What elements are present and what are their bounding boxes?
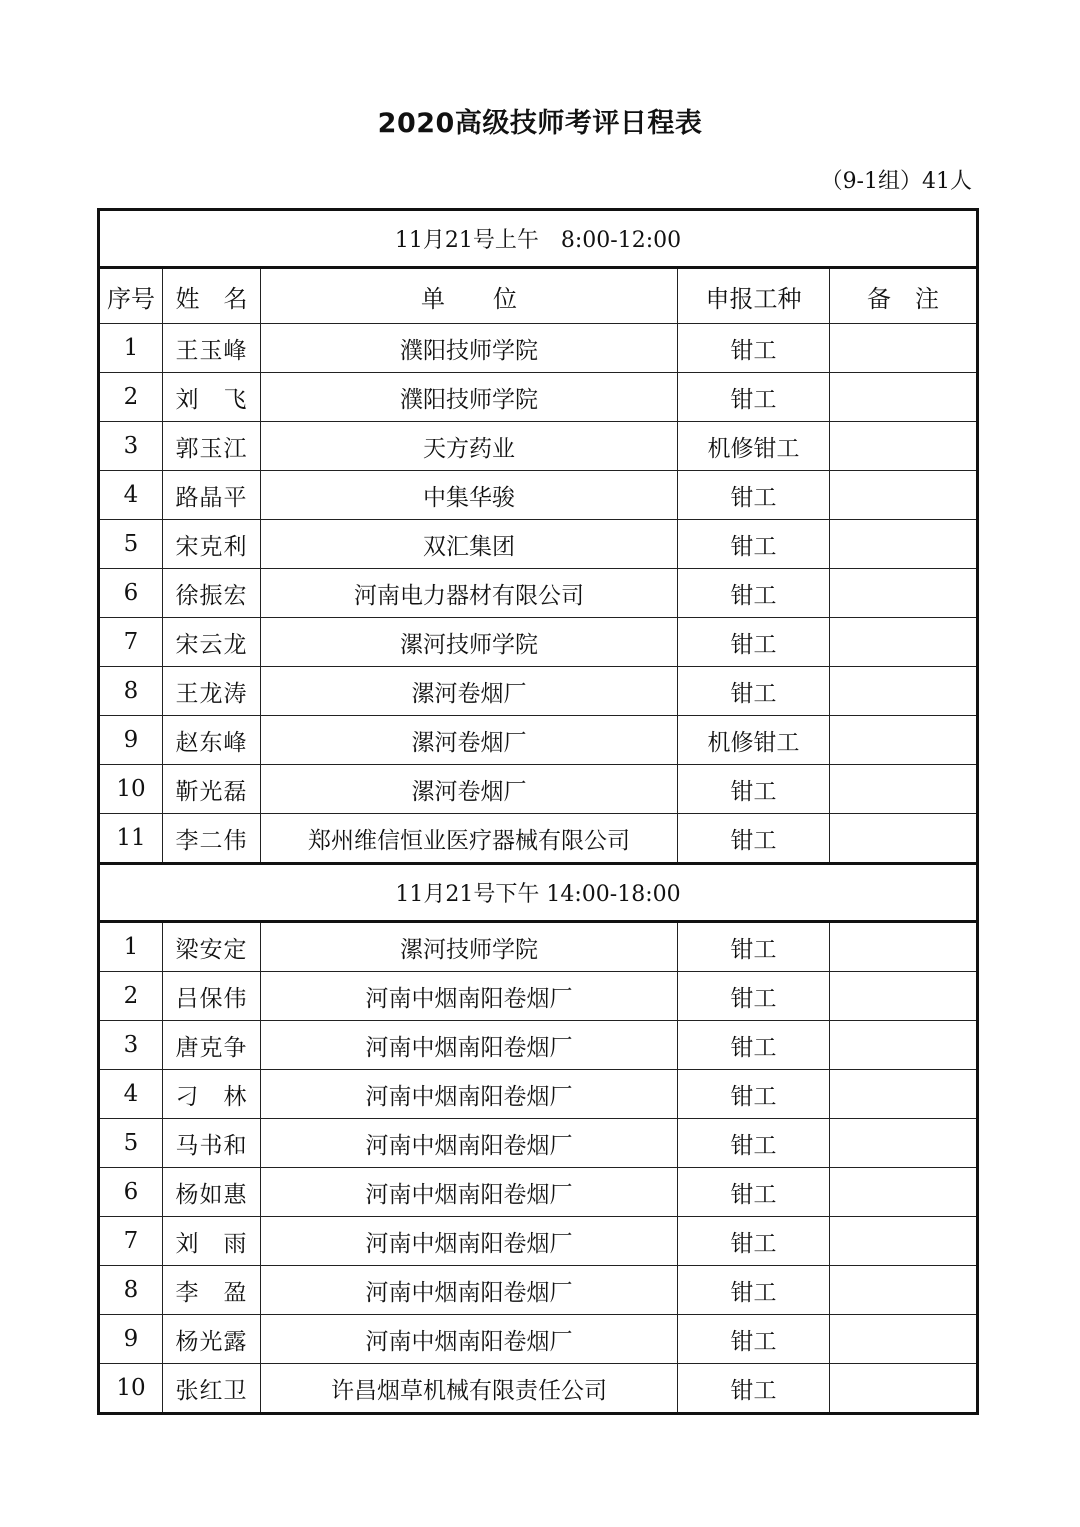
cell-unit: 河南中烟南阳卷烟厂 (261, 972, 678, 1021)
table-row (99, 972, 978, 1021)
cell-trade: 钳工 (678, 373, 830, 422)
cell-trade: 钳工 (678, 765, 830, 814)
cell-seq: 8 (99, 667, 163, 716)
cell-trade: 钳工 (678, 972, 830, 1021)
group-info: （9-1组）41人 (820, 169, 972, 194)
cell-name: 徐振宏 (163, 569, 261, 618)
cell-note (830, 618, 978, 667)
cell-unit: 郑州维信恒业医疗器械有限公司 (261, 814, 678, 864)
cell-trade: 钳工 (678, 1217, 830, 1266)
cell-unit: 河南中烟南阳卷烟厂 (261, 1266, 678, 1315)
cell-name: 赵东峰 (163, 716, 261, 765)
table-row (99, 1168, 978, 1217)
cell-name: 宋克利 (163, 520, 261, 569)
cell-seq: 5 (99, 520, 163, 569)
table-row (99, 1070, 978, 1119)
header-trade: 申报工种 (678, 268, 830, 324)
cell-seq: 7 (99, 1217, 163, 1266)
cell-name: 路晶平 (163, 471, 261, 520)
header-unit: 单 位 (261, 268, 678, 324)
cell-unit: 漯河卷烟厂 (261, 765, 678, 814)
cell-unit: 许昌烟草机械有限责任公司 (261, 1364, 678, 1414)
cell-seq: 3 (99, 1021, 163, 1070)
cell-note (830, 1119, 978, 1168)
cell-seq: 10 (99, 1364, 163, 1414)
table-row (99, 324, 978, 373)
table-row (99, 667, 978, 716)
cell-name: 李 盈 (163, 1266, 261, 1315)
cell-name: 马书和 (163, 1119, 261, 1168)
cell-unit: 河南电力器材有限公司 (261, 569, 678, 618)
cell-trade: 钳工 (678, 324, 830, 373)
cell-note (830, 324, 978, 373)
cell-seq: 2 (99, 373, 163, 422)
cell-trade: 钳工 (678, 618, 830, 667)
cell-note (830, 1266, 978, 1315)
cell-trade: 钳工 (678, 1021, 830, 1070)
cell-trade: 钳工 (678, 569, 830, 618)
cell-note (830, 1217, 978, 1266)
cell-unit: 漯河卷烟厂 (261, 716, 678, 765)
table-row (99, 1315, 978, 1364)
cell-trade: 钳工 (678, 814, 830, 864)
cell-trade: 机修钳工 (678, 422, 830, 471)
table-row (99, 373, 978, 422)
cell-unit: 漯河技师学院 (261, 618, 678, 667)
session-label: 11月21号下午 14:00-18:00 (99, 864, 978, 922)
header-row (99, 268, 978, 324)
cell-unit: 河南中烟南阳卷烟厂 (261, 1217, 678, 1266)
cell-seq: 4 (99, 1070, 163, 1119)
cell-unit: 漯河技师学院 (261, 922, 678, 972)
table-row (99, 1119, 978, 1168)
table-row (99, 471, 978, 520)
table-row (99, 1021, 978, 1070)
cell-seq: 6 (99, 569, 163, 618)
cell-name: 王玉峰 (163, 324, 261, 373)
cell-trade: 钳工 (678, 1119, 830, 1168)
session-row (99, 864, 978, 922)
cell-note (830, 922, 978, 972)
cell-trade: 钳工 (678, 1070, 830, 1119)
cell-name: 李二伟 (163, 814, 261, 864)
table-row (99, 1364, 978, 1414)
cell-name: 张红卫 (163, 1364, 261, 1414)
cell-note (830, 569, 978, 618)
cell-note (830, 972, 978, 1021)
cell-note (830, 765, 978, 814)
cell-seq: 11 (99, 814, 163, 864)
cell-seq: 3 (99, 422, 163, 471)
session-row (99, 210, 978, 268)
cell-unit: 河南中烟南阳卷烟厂 (261, 1168, 678, 1217)
cell-name: 刁 林 (163, 1070, 261, 1119)
session-label: 11月21号上午 8:00-12:00 (99, 210, 978, 268)
cell-note (830, 1021, 978, 1070)
header-note: 备 注 (830, 268, 978, 324)
cell-name: 杨如惠 (163, 1168, 261, 1217)
cell-name: 郭玉江 (163, 422, 261, 471)
cell-unit: 漯河卷烟厂 (261, 667, 678, 716)
cell-trade: 钳工 (678, 1364, 830, 1414)
cell-name: 唐克争 (163, 1021, 261, 1070)
cell-seq: 2 (99, 972, 163, 1021)
cell-trade: 机修钳工 (678, 716, 830, 765)
cell-note (830, 1315, 978, 1364)
cell-note (830, 373, 978, 422)
cell-unit: 河南中烟南阳卷烟厂 (261, 1315, 678, 1364)
cell-unit: 河南中烟南阳卷烟厂 (261, 1119, 678, 1168)
cell-unit: 河南中烟南阳卷烟厂 (261, 1021, 678, 1070)
table-row (99, 618, 978, 667)
cell-unit: 濮阳技师学院 (261, 373, 678, 422)
cell-seq: 10 (99, 765, 163, 814)
cell-name: 王龙涛 (163, 667, 261, 716)
table-row (99, 922, 978, 972)
cell-note (830, 716, 978, 765)
header-seq: 序号 (99, 268, 163, 324)
table-row (99, 716, 978, 765)
cell-seq: 9 (99, 716, 163, 765)
cell-note (830, 520, 978, 569)
cell-trade: 钳工 (678, 1266, 830, 1315)
cell-seq: 1 (99, 324, 163, 373)
cell-note (830, 422, 978, 471)
cell-name: 刘 飞 (163, 373, 261, 422)
cell-note (830, 1168, 978, 1217)
cell-seq: 9 (99, 1315, 163, 1364)
page-title: 2020高级技师考评日程表 (377, 108, 703, 139)
cell-trade: 钳工 (678, 667, 830, 716)
cell-name: 梁安定 (163, 922, 261, 972)
cell-note (830, 814, 978, 864)
cell-trade: 钳工 (678, 1168, 830, 1217)
cell-unit: 天方药业 (261, 422, 678, 471)
cell-name: 靳光磊 (163, 765, 261, 814)
table-row (99, 569, 978, 618)
cell-seq: 1 (99, 922, 163, 972)
table-row (99, 765, 978, 814)
cell-note (830, 1070, 978, 1119)
cell-unit: 河南中烟南阳卷烟厂 (261, 1070, 678, 1119)
cell-note (830, 471, 978, 520)
table-row (99, 1217, 978, 1266)
cell-note (830, 667, 978, 716)
table-row (99, 814, 978, 864)
cell-seq: 7 (99, 618, 163, 667)
cell-note (830, 1364, 978, 1414)
cell-unit: 中集华骏 (261, 471, 678, 520)
cell-trade: 钳工 (678, 471, 830, 520)
cell-seq: 8 (99, 1266, 163, 1315)
cell-name: 杨光露 (163, 1315, 261, 1364)
cell-seq: 4 (99, 471, 163, 520)
cell-name: 刘 雨 (163, 1217, 261, 1266)
cell-trade: 钳工 (678, 1315, 830, 1364)
header-name: 姓 名 (163, 268, 261, 324)
cell-seq: 6 (99, 1168, 163, 1217)
schedule-table (97, 208, 979, 1415)
cell-seq: 5 (99, 1119, 163, 1168)
cell-unit: 濮阳技师学院 (261, 324, 678, 373)
cell-trade: 钳工 (678, 520, 830, 569)
table-row (99, 422, 978, 471)
schedule-body (99, 210, 978, 1414)
table-row (99, 1266, 978, 1315)
cell-trade: 钳工 (678, 922, 830, 972)
cell-name: 宋云龙 (163, 618, 261, 667)
table-row (99, 520, 978, 569)
cell-unit: 双汇集团 (261, 520, 678, 569)
cell-name: 吕保伟 (163, 972, 261, 1021)
